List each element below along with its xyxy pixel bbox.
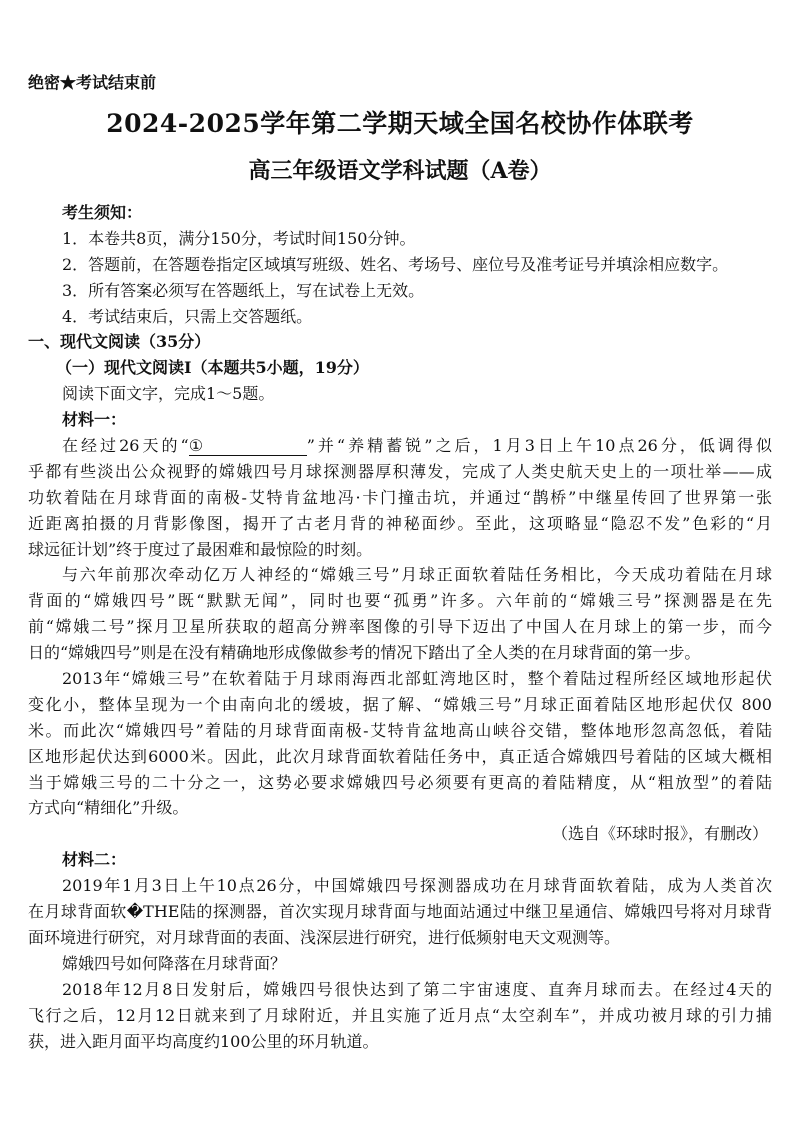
question-line: 嫦娥四号如何降落在月球背面？ bbox=[62, 953, 287, 973]
paragraph-line: 当于嫦娥三号的二十分之一，这势必要求嫦娥四号必须要有更高的着陆精度，从“粗放型”的着陆 bbox=[28, 772, 772, 792]
exam-title: 2024-2025学年第二学期天域全国名校协作体联考 bbox=[106, 109, 694, 138]
paragraph bbox=[28, 562, 772, 666]
subsection-heading: （一）现代文阅读Ⅰ（本题共5小题，19分） bbox=[56, 358, 369, 378]
material-two-label: 材料二： bbox=[62, 850, 127, 870]
notice-item: 4．考试结束后，只需上交答题纸。 bbox=[62, 306, 313, 326]
paragraph bbox=[28, 977, 772, 1055]
document-body bbox=[28, 200, 772, 1054]
paragraph-line: 功软着陆在月球背面的南极-艾特肯盆地冯·卡门撞击坑，并通过“鹊桥”中继星传回了世界第一张 bbox=[28, 487, 772, 507]
paragraph-line: 前“嫦娥二号”探月卫星所获取的超高分辨率图像的引导下迈出了中国人在月球上的第一步，而今 bbox=[28, 617, 772, 637]
notice-item: 1．本卷共8页，满分150分，考试时间150分钟。 bbox=[62, 228, 416, 248]
paragraph-line: 近距离拍摄的月背影像图，揭开了古老月背的神秘面纱。至此，这项略显“隐忍不发”色彩的“月 bbox=[28, 513, 772, 533]
paragraph-line: 在月球背面软�THE陆的探测器，首次实现月球背面与地面站通过中继卫星通信、嫦娥四号将对月球背 bbox=[28, 902, 772, 922]
paragraph-line: 米。而此次“嫦娥四号”着陆的月球背面南极-艾特肯盆地高山峡谷交错，整体地形忽高忽低，着陆 bbox=[28, 720, 772, 740]
paragraph-line: 背面的“嫦娥四号”既“默默无闻”，同时也要“孤勇”许多。六年前的“嫦娥三号”探测器是在先 bbox=[28, 591, 772, 611]
notice-list bbox=[28, 226, 772, 330]
reading-instruction: 阅读下面文字，完成1～5题。 bbox=[62, 384, 275, 404]
text: 在经过26天的“ bbox=[62, 436, 189, 456]
notice-item: 2．答题前，在答题卷指定区域填写班级、姓名、考场号、座位号及准考证号并填涂相应数字。 bbox=[62, 254, 729, 274]
paragraph-line: 乎都有些淡出公众视野的嫦娥四号月球探测器厚积薄发，完成了人类史航天史上的一项壮举——成 bbox=[28, 461, 772, 481]
paragraph-line: 变化小，整体呈现为一个由南向北的缓坡，据了解、“嫦娥三号”月球正面着陆区地形起伏仅 800 bbox=[28, 694, 772, 714]
material-one-label: 材料一： bbox=[62, 410, 127, 430]
paragraph bbox=[28, 666, 772, 821]
paragraph-line: 与六年前那次牵动亿万人神经的“嫦娥三号”月球正面软着陆任务相比，今天成功着陆在月球 bbox=[62, 565, 772, 585]
paragraph-line: 2013年“嫦娥三号”在软着陆于月球雨海西北部虹湾地区时，整个着陆过程所经区域地形起伏 bbox=[62, 669, 772, 689]
paragraph-line: 2018年12月8日发射后，嫦娥四号很快达到了第二宇宙速度、直奔月球而去。在经过4天的 bbox=[62, 979, 772, 999]
notice-item: 3．所有答案必须写在答题纸上，写在试卷上无效。 bbox=[62, 280, 425, 300]
paragraph-line: 飞行之后，12月12日就来到了月球附近，并且实施了近月点“太空刹车”，并成功被月球的引力捕 bbox=[28, 1005, 772, 1025]
exam-subtitle: 高三年级语文学科试题（A卷） bbox=[248, 158, 552, 184]
paragraph-line: 日的“嫦娥四号”则是在没有精确地形成像做参考的情况下踏出了全人类的在月球背面的第一步。 bbox=[28, 643, 701, 663]
notice-heading: 考生须知： bbox=[62, 203, 143, 222]
text: ”并“养精蓄锐”之后，1月3日上午10点26分，低调得似 bbox=[306, 436, 772, 456]
fill-in-blank: ① bbox=[189, 437, 307, 456]
paragraph bbox=[28, 873, 772, 951]
paragraph-line: 球远征计划”终于度过了最困难和最惊险的时刻。 bbox=[28, 539, 373, 559]
paragraph-line: 面环境进行研究，对月球背面的表面、浅深层进行研究，进行低频射电天文观测等。 bbox=[28, 927, 621, 947]
paragraph-line: 方式向“精细化”升级。 bbox=[28, 798, 189, 818]
paragraph-line: 2019年1月3日上午10点26分，中国嫦娥四号探测器成功在月球背面软着陆，成为人类首次 bbox=[62, 876, 772, 896]
section-heading: 一、现代文阅读（35分） bbox=[28, 332, 211, 352]
source-citation: （选自《环球时报》，有删改） bbox=[551, 824, 768, 844]
paragraph-line: 区地形起伏达到6000米。因此，此次月球背面软着陆任务中，真正适合嫦娥四号着陆的区域大概相 bbox=[28, 746, 772, 766]
paragraph-line: 获，进入距月面平均高度约100公里的环月轨道。 bbox=[28, 1031, 379, 1051]
confidential-label: 绝密★考试结束前 bbox=[28, 73, 157, 92]
material-one-first-line bbox=[28, 433, 772, 459]
paragraph bbox=[28, 459, 772, 563]
